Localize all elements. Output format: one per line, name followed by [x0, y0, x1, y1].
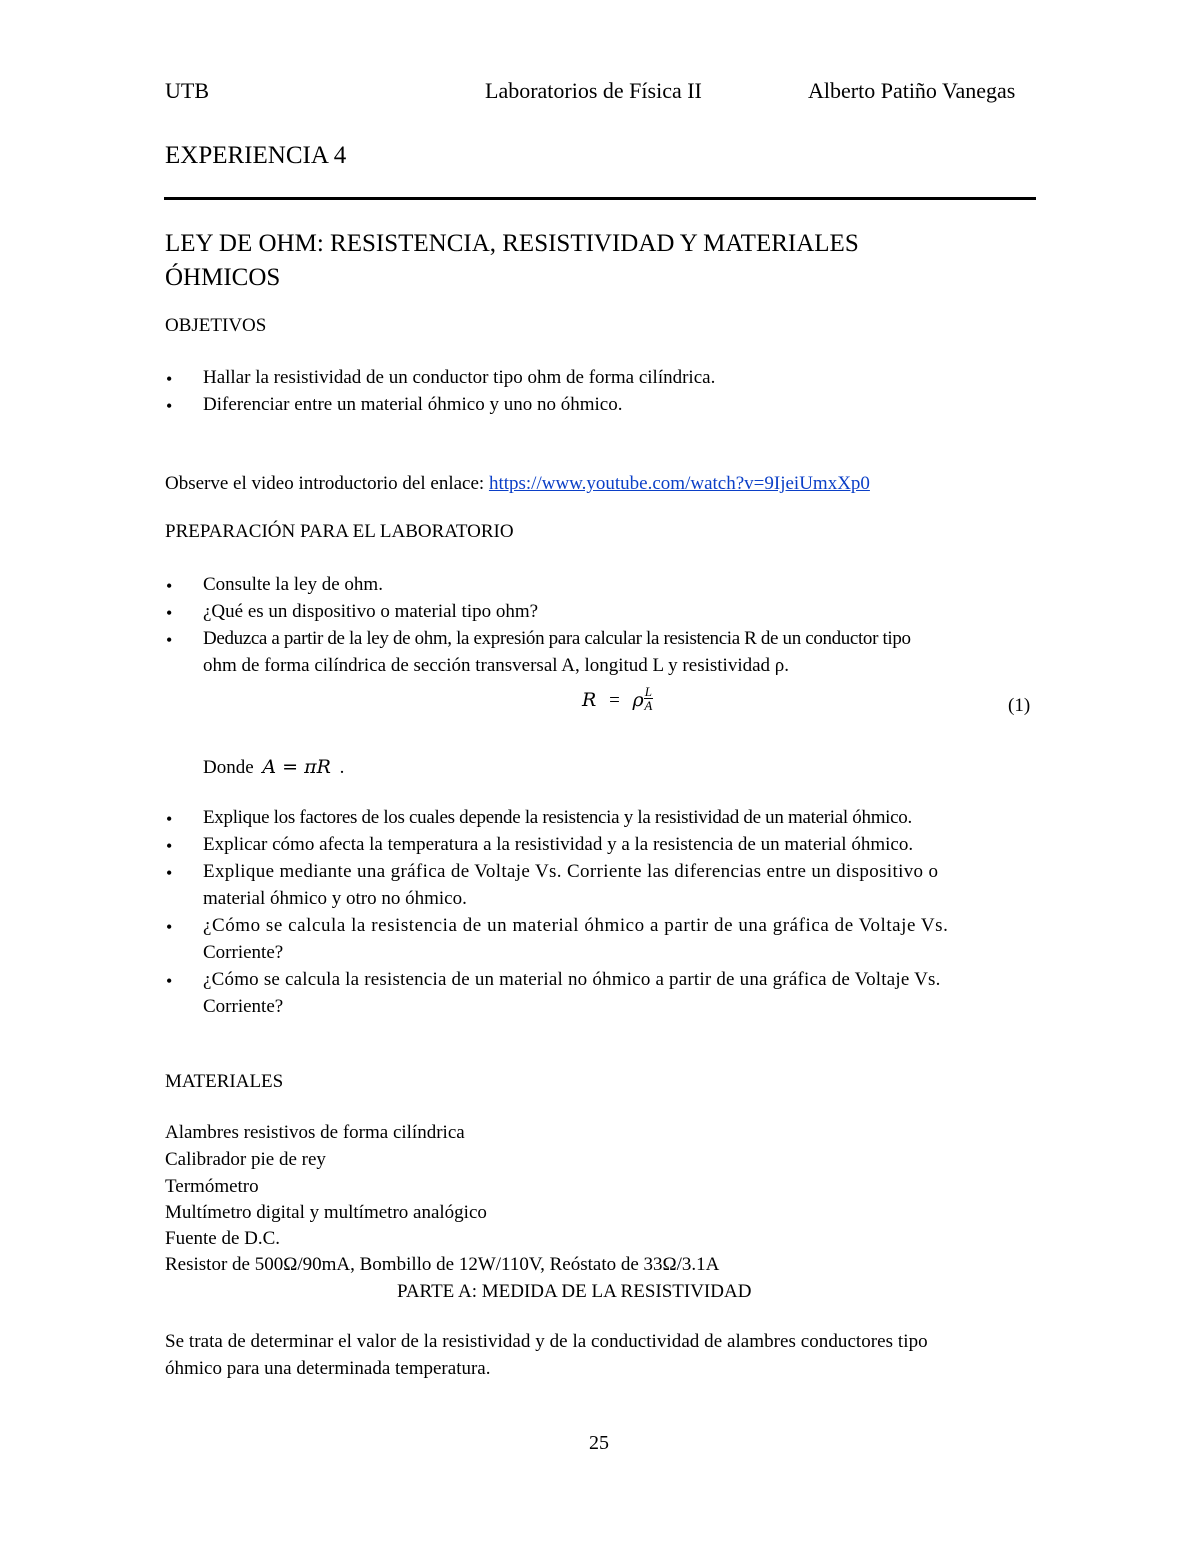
material-item: Multímetro digital y multímetro analógico: [165, 1202, 487, 1223]
title-rule: [164, 197, 1036, 200]
objective-item: Hallar la resistividad de un conductor tipo ohm de forma cilíndrica.: [203, 367, 716, 388]
header-right: Alberto Patiño Vanegas: [808, 78, 1016, 103]
bullet-icon: •: [166, 836, 173, 856]
preparation-item-cont: material óhmico y otro no óhmico.: [203, 888, 467, 909]
bullet-icon: •: [166, 630, 173, 650]
bullet-icon: •: [166, 603, 173, 623]
part-a-line: óhmico para una determinada temperatura.: [165, 1358, 491, 1379]
material-item: Alambres resistivos de forma cilíndrica: [165, 1122, 465, 1143]
where-label: Donde: [203, 757, 254, 778]
where-expression: A = πR: [262, 756, 331, 778]
objective-item: Diferenciar entre un material óhmico y uno no óhmico.: [203, 394, 623, 415]
material-item: Fuente de D.C.: [165, 1228, 281, 1249]
preparation-item-cont: Corriente?: [203, 996, 284, 1017]
part-a-heading: PARTE A: MEDIDA DE LA RESISTIVIDAD: [397, 1281, 752, 1302]
eq-numerator: L: [644, 684, 652, 699]
preparation-item: Consulte la ley de ohm.: [203, 574, 383, 595]
material-item: Termómetro: [165, 1176, 259, 1197]
preparation-item: ¿Qué es un dispositivo o material tipo ohm?: [203, 601, 539, 622]
preparation-heading: PREPARACIÓN PARA EL LABORATORIO: [165, 521, 514, 542]
doc-title-line1: LEY DE OHM: RESISTENCIA, RESISTIVIDAD Y MATERIALES: [165, 230, 859, 257]
bullet-icon: •: [166, 369, 173, 389]
bullet-icon: •: [166, 396, 173, 416]
video-link[interactable]: https://www.youtube.com/watch?v=9IjeiUmxXp0: [488, 473, 870, 494]
header-center: Laboratorios de Física II: [485, 78, 702, 103]
bullet-icon: •: [166, 917, 173, 937]
eq-fraction: [644, 685, 653, 712]
video-line: [165, 473, 870, 495]
objectives-heading: OBJETIVOS: [165, 315, 267, 336]
where-line: [203, 756, 344, 779]
bullet-icon: •: [166, 576, 173, 596]
preparation-item: ¿Cómo se calcula la resistencia de un material óhmico a partir de una gráfica de Voltaje Vs.: [203, 915, 949, 936]
equation: [582, 684, 653, 715]
preparation-item: Explicar cómo afecta la temperatura a la resistividad y a la resistencia de un material óhmico.: [203, 834, 914, 855]
page-number: 25: [589, 1432, 609, 1454]
material-item: Resistor de 500Ω/90mA, Bombillo de 12W/110V, Reóstato de 33Ω/3.1A: [165, 1254, 720, 1275]
video-prefix: Observe el video introductorio del enlace:: [165, 473, 489, 494]
header-left: UTB: [165, 78, 209, 103]
experience-title: EXPERIENCIA 4: [165, 142, 347, 169]
equation-number: (1): [1008, 695, 1031, 716]
preparation-item-cont: ohm de forma cilíndrica de sección transversal A, longitud L y resistividad ρ.: [203, 655, 790, 676]
bullet-icon: •: [166, 863, 173, 883]
eq-equals: =: [609, 689, 620, 711]
eq-rho: ρ: [632, 688, 644, 711]
materials-heading: MATERIALES: [165, 1071, 284, 1092]
where-tail: .: [339, 757, 345, 778]
preparation-item: Explique mediante una gráfica de Voltaje Vs. Corriente las diferencias entre un dispositivo o: [203, 861, 939, 882]
part-a-line: Se trata de determinar el valor de la resistividad y de la conductividad de alambres conductores tipo: [165, 1331, 928, 1352]
preparation-item: Explique los factores de los cuales depende la resistencia y la resistividad de un material óhmico.: [203, 807, 912, 828]
preparation-item: ¿Cómo se calcula la resistencia de un material no óhmico a partir de una gráfica de Voltaje Vs.: [203, 969, 941, 990]
eq-denominator: A: [644, 698, 653, 713]
preparation-item: Deduzca a partir de la ley de ohm, la expresión para calcular la resistencia R de un conductor tipo: [203, 628, 911, 649]
eq-lhs: R: [582, 688, 597, 711]
bullet-icon: •: [166, 971, 173, 991]
bullet-icon: •: [166, 809, 173, 829]
material-item: Calibrador pie de rey: [165, 1149, 326, 1170]
preparation-item-cont: Corriente?: [203, 942, 284, 963]
doc-title-line2: ÓHMICOS: [165, 264, 281, 291]
